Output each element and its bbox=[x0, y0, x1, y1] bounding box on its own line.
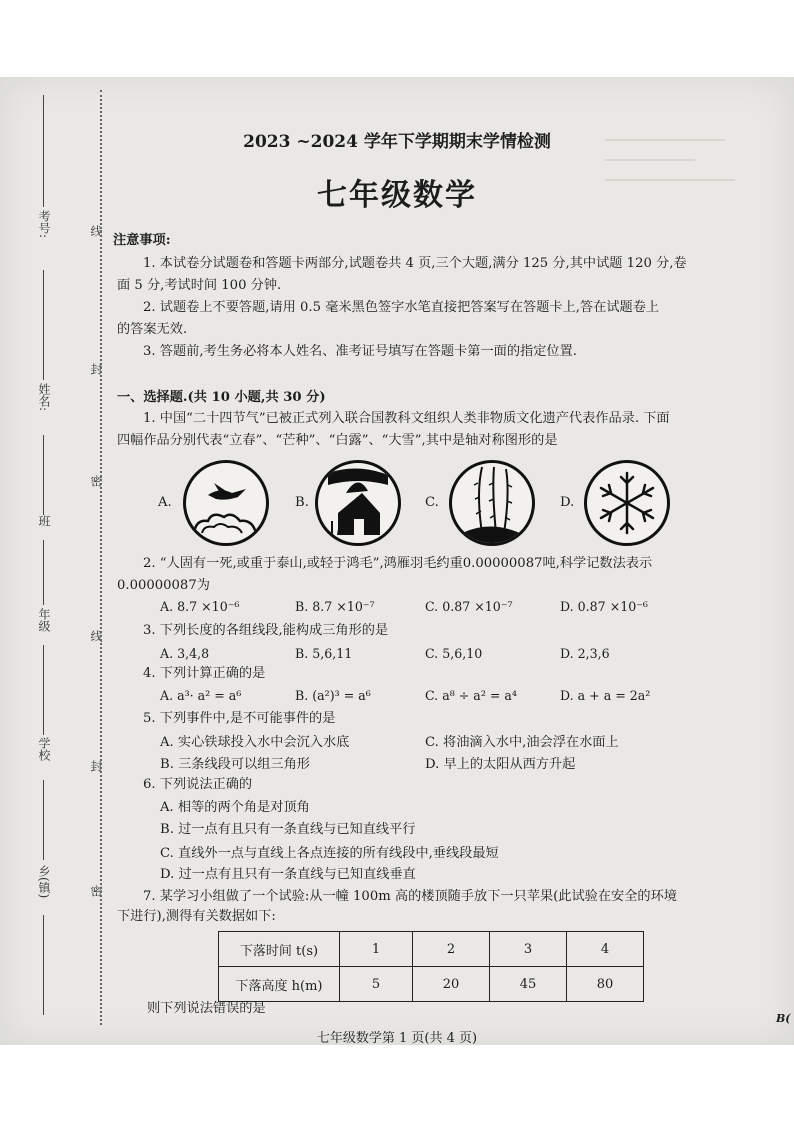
q2-option-a: A. 8.7 ×10⁻⁶ bbox=[160, 599, 240, 614]
seal-char: 线 bbox=[89, 630, 103, 642]
subject-title: 七年级数学 bbox=[317, 178, 477, 213]
notice-item-2b: 的答案无效. bbox=[117, 322, 188, 337]
notice-heading: 注意事项: bbox=[113, 233, 171, 248]
seal-char: 线 bbox=[89, 225, 103, 237]
row-header-time: 下落时间 t(s) bbox=[219, 932, 340, 967]
q2-option-d: D. 0.87 ×10⁻⁶ bbox=[560, 599, 648, 614]
q6-option-c: C. 直线外一点与直线上各点连接的所有线段中,垂线段最短 bbox=[160, 846, 499, 861]
table-cell: 80 bbox=[567, 967, 644, 1002]
q2-text-line1: 2. “人固有一死,或重于泰山,或轻于鸿毛”,鸿雁羽毛约重0.00000087吨,科学记数法表示 bbox=[143, 556, 653, 571]
q4-option-d: D. a + a = 2a² bbox=[560, 688, 651, 703]
margin-field-class: 班 bbox=[37, 515, 51, 527]
q1-text-line2: 四幅作品分别代表“立春”、“芒种”、“白露”、“大雪”,其中是轴对称图形的是 bbox=[117, 433, 558, 448]
q7-data-table bbox=[218, 931, 644, 1002]
seal-char: 封 bbox=[89, 760, 103, 772]
snowflake-icon bbox=[587, 463, 667, 543]
q3-text: 3. 下列长度的各组线段,能构成三角形的是 bbox=[143, 623, 389, 638]
q3-option-b: B. 5,6,11 bbox=[295, 646, 353, 661]
field-underline bbox=[43, 915, 44, 1015]
q5-option-c: C. 将油滴入水中,油会浮在水面上 bbox=[425, 735, 619, 750]
lichun-swallow-image bbox=[183, 460, 269, 546]
margin-field-school: 学校 bbox=[37, 737, 51, 761]
edge-fragment: B( bbox=[776, 1012, 791, 1025]
field-underline bbox=[43, 435, 44, 515]
q5-option-d: D. 早上的太阳从西方升起 bbox=[425, 757, 576, 772]
daxue-image bbox=[584, 460, 670, 546]
exam-title: 2023 ~2024 学年下学期期末学情检测 bbox=[243, 132, 551, 152]
row-header-height: 下落高度 h(m) bbox=[219, 967, 340, 1002]
table-cell: 3 bbox=[490, 932, 567, 967]
seal-dotted-line bbox=[100, 90, 102, 1025]
q1-option-a-label: A. bbox=[158, 495, 172, 510]
margin-field-name: 姓名: bbox=[37, 383, 51, 412]
house-and-leaf-icon bbox=[318, 463, 398, 543]
notice-item-1a: 1. 本试卷分试题卷和答题卡两部分,试题卷共 4 页,三个大题,满分 125 分,其中试题 120 分,卷 bbox=[143, 256, 687, 271]
seal-char: 封 bbox=[89, 363, 103, 375]
q6-option-d: D. 过一点有且只有一条直线与已知直线垂直 bbox=[160, 867, 416, 882]
q4-text: 4. 下列计算正确的是 bbox=[143, 666, 266, 681]
table-cell: 20 bbox=[413, 967, 490, 1002]
q2-option-b: B. 8.7 ×10⁻⁷ bbox=[295, 599, 375, 614]
q5-option-b: B. 三条线段可以组三角形 bbox=[160, 757, 310, 772]
q7-text-line2: 下进行),测得有关数据如下: bbox=[117, 909, 276, 924]
q2-option-c: C. 0.87 ×10⁻⁷ bbox=[425, 599, 513, 614]
table-cell: 1 bbox=[340, 932, 413, 967]
q1-option-d-label: D. bbox=[560, 495, 575, 510]
q7-text-line1: 7. 某学习小组做了一个试验:从一幢 100m 高的楼顶随手放下一只苹果(此试验在安全的环境 bbox=[143, 889, 677, 904]
q1-text-line1: 1. 中国“二十四节气”已被正式列入联合国教科文组织人类非物质文化遗产代表作品录. 下面 bbox=[143, 411, 670, 426]
q6-option-b: B. 过一点有且只有一条直线与已知直线平行 bbox=[160, 822, 416, 837]
table-row bbox=[219, 932, 644, 967]
notice-item-1b: 面 5 分,考试时间 100 分钟. bbox=[117, 278, 282, 293]
bailu-image bbox=[449, 460, 535, 546]
q4-option-a: A. a³· a² = a⁶ bbox=[160, 688, 242, 703]
seal-char: 密 bbox=[89, 885, 103, 897]
table-cell: 2 bbox=[413, 932, 490, 967]
seal-char: 密 bbox=[89, 475, 103, 487]
table-cell: 45 bbox=[490, 967, 567, 1002]
q4-option-c: C. a⁸ ÷ a² = a⁴ bbox=[425, 688, 517, 703]
q4-option-b: B. (a²)³ = a⁶ bbox=[295, 688, 371, 703]
q5-option-a: A. 实心铁球投入水中会沉入水底 bbox=[160, 735, 350, 750]
field-underline bbox=[43, 780, 44, 860]
binding-margin bbox=[10, 85, 110, 1035]
q2-text-line2: 0.00000087为 bbox=[117, 578, 210, 593]
q3-option-c: C. 5,6,10 bbox=[425, 646, 483, 661]
q6-option-a: A. 相等的两个角是对顶角 bbox=[160, 800, 310, 815]
page-footer: 七年级数学第 1 页(共 4 页) bbox=[316, 1031, 478, 1046]
margin-field-township: 乡(镇) bbox=[37, 865, 51, 899]
mangzhong-image bbox=[315, 460, 401, 546]
margin-field-grade: 年级 bbox=[37, 608, 51, 632]
table-row bbox=[219, 967, 644, 1002]
field-underline bbox=[43, 270, 44, 380]
margin-field-exam-no: 考号: bbox=[37, 210, 51, 239]
field-underline bbox=[43, 540, 44, 605]
section-heading: 一、选择题.(共 10 小题,共 30 分) bbox=[117, 390, 326, 405]
table-cell: 4 bbox=[567, 932, 644, 967]
notice-item-2a: 2. 试题卷上不要答题,请用 0.5 毫米黑色签字水笔直接把答案写在答题卡上,答在试题卷上 bbox=[143, 300, 660, 315]
q1-option-b-label: B. bbox=[295, 495, 309, 510]
q7-ask: 则下列说法错误的是 bbox=[147, 1001, 266, 1016]
q6-text: 6. 下列说法正确的 bbox=[143, 777, 253, 792]
q3-option-d: D. 2,3,6 bbox=[560, 646, 610, 661]
notice-item-3: 3. 答题前,考生务必将本人姓名、准考证号填写在答题卡第一面的指定位置. bbox=[143, 344, 577, 359]
table-cell: 5 bbox=[340, 967, 413, 1002]
swallow-over-clouds-icon bbox=[186, 463, 266, 543]
field-underline bbox=[43, 645, 44, 735]
willow-branches-icon bbox=[452, 463, 532, 543]
q3-option-a: A. 3,4,8 bbox=[160, 646, 210, 661]
q1-option-c-label: C. bbox=[425, 495, 439, 510]
q5-text: 5. 下列事件中,是不可能事件的是 bbox=[143, 711, 336, 726]
